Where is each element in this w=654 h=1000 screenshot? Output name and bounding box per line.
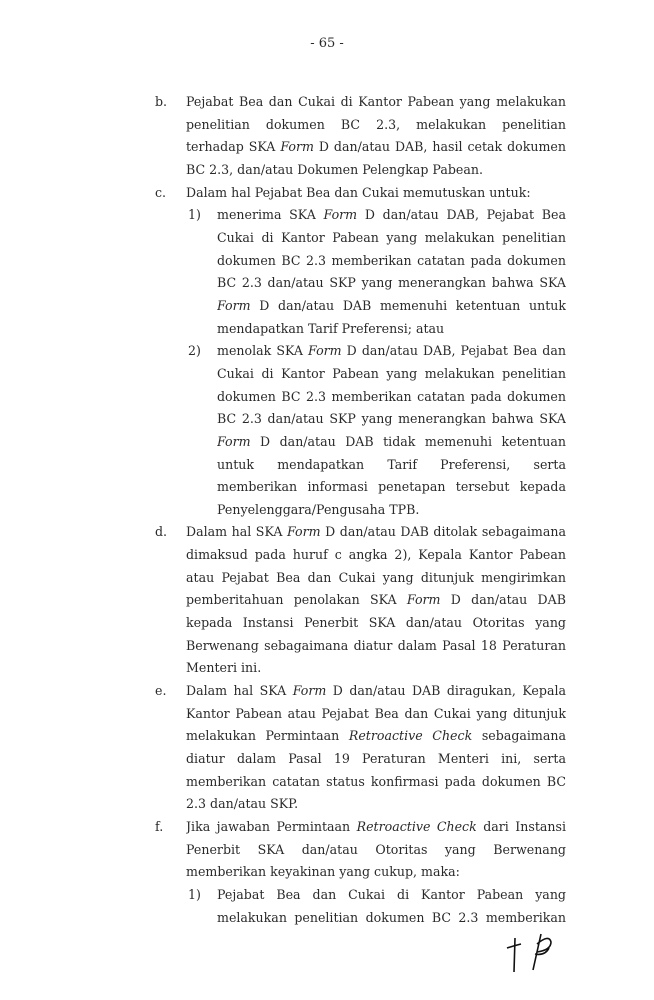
text-line bbox=[0, 340, 654, 363]
line-text: Cukai di Kantor Pabean yang melakukan penelitian bbox=[217, 229, 566, 245]
line-text: Pejabat Bea dan Cukai di Kantor Pabean yang bbox=[217, 886, 566, 902]
text-line bbox=[0, 771, 654, 794]
line-text: pemberitahuan penolakan SKA Form D dan/atau DAB bbox=[186, 592, 566, 608]
line-text: melakukan Permintaan Retroactive Check sebagaimana bbox=[186, 728, 566, 744]
line-text: Penyelenggara/Pengusaha TPB. bbox=[217, 501, 420, 517]
line-text: untuk mendapatkan Tarif Preferensi, serta bbox=[217, 456, 566, 472]
line-text: BC 2.3 dan/atau SKP yang menerangkan bahwa SKA bbox=[217, 275, 566, 291]
line-text: dokumen BC 2.3 memberikan catatan pada dokumen bbox=[217, 388, 566, 404]
text-line bbox=[0, 521, 654, 544]
text-line bbox=[0, 657, 654, 680]
document-body bbox=[0, 91, 654, 929]
text-line bbox=[0, 612, 654, 635]
text-line bbox=[0, 748, 654, 771]
text-line bbox=[0, 91, 654, 114]
text-line bbox=[0, 454, 654, 477]
text-line bbox=[0, 408, 654, 431]
text-line bbox=[0, 318, 654, 341]
line-text: menolak SKA Form D dan/atau DAB, Pejabat Bea dan bbox=[217, 343, 566, 359]
line-text: Form D dan/atau DAB memenuhi ketentuan untuk bbox=[217, 297, 566, 313]
list-item-label: f. bbox=[155, 819, 164, 834]
page-number: - 65 - bbox=[310, 36, 344, 51]
line-text: Jika jawaban Permintaan Retroactive Check dari Instansi bbox=[186, 819, 566, 834]
line-text: memberikan keyakinan yang cukup, maka: bbox=[186, 864, 460, 880]
text-line bbox=[0, 431, 654, 454]
line-text: Menteri ini. bbox=[186, 660, 262, 676]
line-text: Penerbit SKA dan/atau Otoritas yang Berwenang bbox=[186, 841, 566, 857]
line-text: melakukan penelitian dokumen BC 2.3 memberikan bbox=[217, 909, 566, 925]
list-item-label: b. bbox=[155, 94, 168, 109]
text-line bbox=[0, 816, 654, 839]
text-line bbox=[0, 159, 654, 182]
line-text: Berwenang sebagaimana diatur dalam Pasal 18 Peraturan bbox=[186, 637, 566, 653]
text-line bbox=[0, 567, 654, 590]
list-item-label: c. bbox=[155, 184, 167, 200]
line-text: Kantor Pabean atau Pejabat Bea dan Cukai yang ditunjuk bbox=[186, 705, 566, 721]
line-text: dimaksud pada huruf c angka 2), Kepala Kantor Pabean bbox=[186, 547, 566, 563]
text-line bbox=[0, 725, 654, 748]
line-text: penelitian dokumen BC 2.3, melakukan penelitian bbox=[186, 116, 566, 132]
line-text: menerima SKA Form D dan/atau DAB, Pejabat Bea bbox=[217, 207, 566, 223]
line-text: dokumen BC 2.3 memberikan catatan pada dokumen bbox=[217, 252, 566, 268]
line-text: atau Pejabat Bea dan Cukai yang ditunjuk mengirimkan bbox=[186, 569, 566, 585]
text-line bbox=[0, 499, 654, 522]
line-text: mendapatkan Tarif Preferensi; atau bbox=[217, 320, 445, 336]
text-line bbox=[0, 295, 654, 318]
text-line bbox=[0, 136, 654, 159]
line-text: Dalam hal Pejabat Bea dan Cukai memutuskan untuk: bbox=[186, 184, 531, 200]
list-item-label: d. bbox=[155, 524, 168, 540]
text-line bbox=[0, 635, 654, 658]
list-item-label: e. bbox=[155, 683, 167, 699]
text-line bbox=[0, 182, 654, 205]
text-line bbox=[0, 907, 654, 930]
line-text: Cukai di Kantor Pabean yang melakukan penelitian bbox=[217, 365, 566, 381]
line-text: memberikan informasi penetapan tersebut kepada bbox=[217, 479, 566, 495]
list-item-label: 1) bbox=[188, 207, 201, 223]
text-line bbox=[0, 363, 654, 386]
line-text: diatur dalam Pasal 19 Peraturan Menteri ini, serta bbox=[186, 751, 566, 767]
text-line bbox=[0, 861, 654, 884]
text-line bbox=[0, 884, 654, 907]
line-text: memberikan catatan status konfirmasi pada dokumen BC bbox=[186, 773, 566, 789]
text-line bbox=[0, 839, 654, 862]
line-text: 2.3 dan/atau SKP. bbox=[186, 796, 299, 812]
text-line bbox=[0, 272, 654, 295]
line-text: terhadap SKA Form D dan/atau DAB, hasil cetak dokumen bbox=[186, 139, 566, 155]
text-line bbox=[0, 476, 654, 499]
text-line bbox=[0, 250, 654, 273]
line-text: Pejabat Bea dan Cukai di Kantor Pabean yang melakukan bbox=[186, 94, 566, 109]
text-line bbox=[0, 204, 654, 227]
text-line bbox=[0, 680, 654, 703]
text-line bbox=[0, 703, 654, 726]
list-item-label: 2) bbox=[188, 343, 201, 359]
line-text: Dalam hal SKA Form D dan/atau DAB ditolak sebagaimana bbox=[186, 524, 566, 540]
line-text: BC 2.3 dan/atau SKP yang menerangkan bahwa SKA bbox=[217, 411, 566, 427]
text-line bbox=[0, 793, 654, 816]
line-text: Dalam hal SKA Form D dan/atau DAB diragukan, Kepala bbox=[186, 683, 566, 699]
line-text: Form D dan/atau DAB tidak memenuhi ketentuan bbox=[217, 433, 566, 449]
text-line bbox=[0, 544, 654, 567]
text-line bbox=[0, 386, 654, 409]
handwritten-initials bbox=[505, 930, 575, 975]
line-text: BC 2.3, dan/atau Dokumen Pelengkap Pabean. bbox=[186, 161, 483, 177]
text-line bbox=[0, 227, 654, 250]
line-text: kepada Instansi Penerbit SKA dan/atau Otoritas yang bbox=[186, 615, 566, 631]
list-item-label: 1) bbox=[188, 886, 201, 902]
text-line bbox=[0, 114, 654, 137]
text-line bbox=[0, 589, 654, 612]
